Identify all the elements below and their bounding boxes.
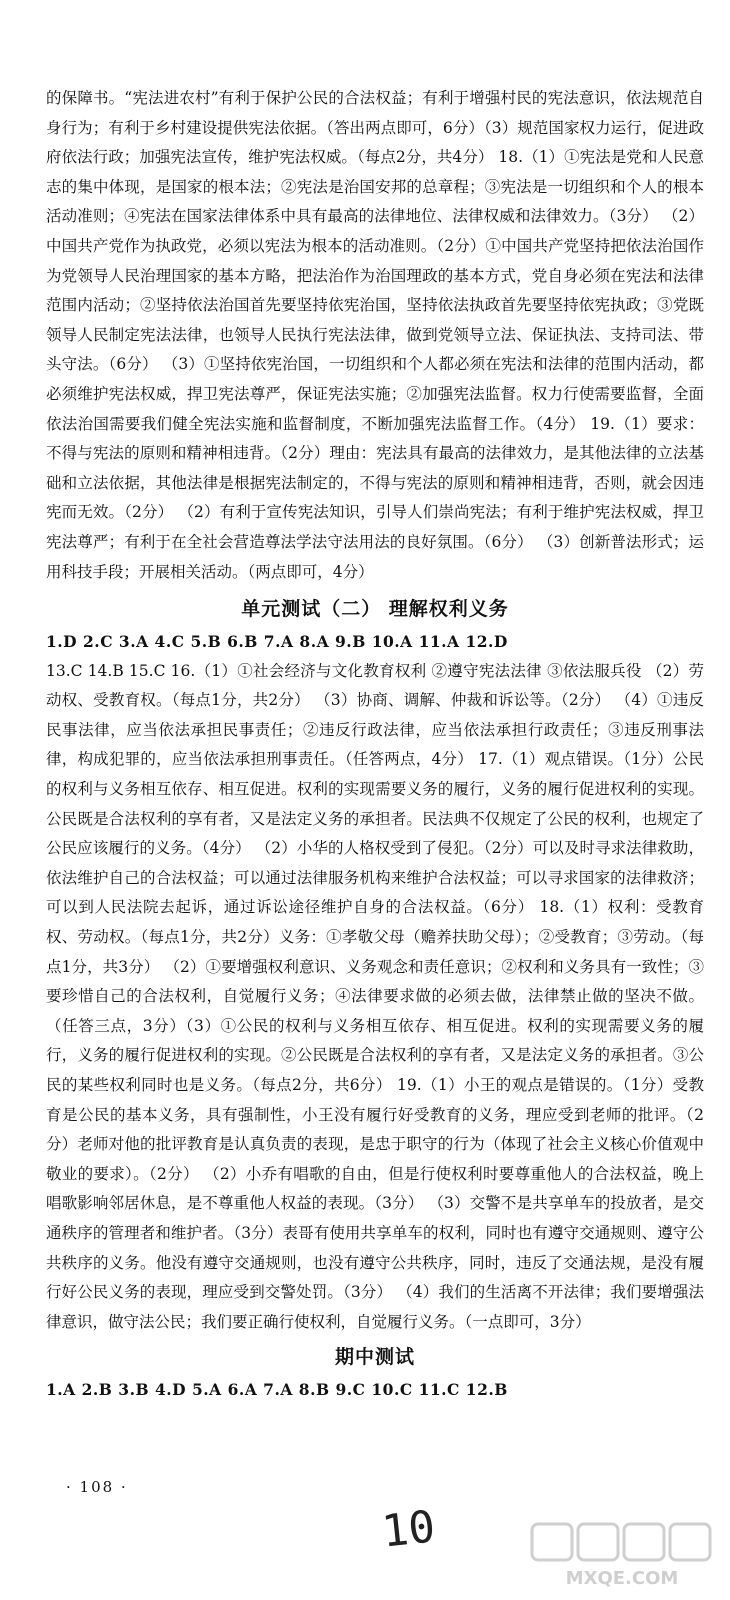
watermark-logo xyxy=(528,1520,718,1594)
section-title-unit-test-2: 单元测试（二） 理解权利义务 xyxy=(241,598,509,621)
handwritten-mark: 10 xyxy=(379,1501,438,1558)
answer-block-unit1-tail: 的保障书。“宪法进农村”有利于保护公民的合法权益；有利于增强村民的宪法意识，依法规范自身行为；有利于乡村建设提供宪法依据。（答出两点即可，6分）（3）规范国家权力运行，促进政府依法行政；加强宪法宣传，维护宪法权威。（每点2分，共4分） 18.（1）①宪法是党和人民意志的集中体现，是国家的根本法；②宪法是治国安邦的总章程；③宪法是一切组织和个人的根本活动准则；④宪法在国家法律体系中具有最高的法律地位、法律权威和法律效力。（3分） （2）中国共产党作为执政党，必须以宪法为根本的活动准则。（2分）①中国共产党坚持把依法治国作为党领导人民治理国家的基本方略，把法治作为治国理政的基本方式，党自身必须在宪法和法律范围内活动；②坚持依法治国首先要坚持依宪治国，坚持依法执政首先要坚持依宪执政；③党既领导人民制定宪法法律，也领导人民执行宪法法律，做到党领导立法、保证执法、支持司法、带头守法。（6分） （3）①坚持依宪治国，一切组织和个人都必须在宪法和法律的范围内活动，都必须维护宪法权威，捍卫宪法尊严，保证宪法实施；②加强宪法监督。权力行使需要监督，全面依法治国需要我们健全宪法实施和监督制度，不断加强宪法监督工作。（4分） 19.（1）要求：不得与宪法的原则和精神相违背。（2分）理由：宪法具有最高的法律效力，是其他法律的立法基础和立法依据，其他法律是根据宪法制定的，不得与宪法的原则和精神相违背，否则，就会因违宪而无效。（2分） （2）有利于宣传宪法知识，引导人们崇尚宪法；有利于维护宪法权威，捍卫宪法尊严；有利于在全社会营造尊法学法守法用法的良好氛围。（6分） （3）创新普法形式；运用科技手段；开展相关活动。（两点即可，4分） xyxy=(46,89,704,581)
page-number: · 108 · xyxy=(66,1478,128,1496)
multiple-choice-answers-midterm: 1.A 2.B 3.B 4.D 5.A 6.A 7.A 8.B 9.C 10.C 11.C 12.B xyxy=(46,1380,508,1400)
watermark-text: MXQE.COM xyxy=(565,1568,679,1589)
multiple-choice-answers-unit2: 1.D 2.C 3.A 4.C 5.B 6.B 7.A 8.A 9.B 10.A 11.A 12.D xyxy=(46,632,508,652)
answer-block-unit2: 13.C 14.B 15.C 16.（1）①社会经济与文化教育权利 ②遵守宪法法律 ③依法服兵役 （2）劳动权、受教育权。（每点1分，共2分） （3）协商、调解、仲裁和诉讼等。（2分） （4）①违反民事法律，应当依法承担民事责任；②违反行政法律，应当依法承担行政责任；③违反刑事法律，构成犯罪的，应当依法承担刑事责任。（任答两点，4分） 17.（1）观点错误。（1分）公民的权利与义务相互依存、相互促进。权利的实现需要义务的履行，义务的履行促进权利的实现。公民既是合法权利的享有者，又是法定义务的承担者。民法典不仅规定了公民的权利，也规定了公民应该履行的义务。（4分） （2）小华的人格权受到了侵犯。（2分）可以及时寻求法律救助，依法维护自己的合法权益；可以通过法律服务机构来维护合法权益；可以寻求国家的法律救济；可以到人民法院去起诉，通过诉讼途径维护自身的合法权益。（6分） 18.（1）权利：受教育权、劳动权。（每点1分，共2分）义务：①孝敬父母（赡养扶助父母）；②受教育；③劳动。（每点1分，共3分） （2）①要增强权利意识、义务观念和责任意识；②权利和义务具有一致性；③要珍惜自己的合法权利，自觉履行义务；④法律要求做的必须去做，法律禁止做的坚决不做。（任答三点，3分）（3）①公民的权利与义务相互依存、相互促进。权利的实现需要义务的履行，义务的履行促进权利的实现。②公民既是合法权利的享有者，又是法定义务的承担者。③公民的某些权利同时也是义务。（每点2分，共6分） 19.（1）小王的观点是错误的。（1分）受教育是公民的基本义务，具有强制性，小王没有履行好受教育的义务，理应受到老师的批评。（2分）老师对他的批评教育是认真负责的表现，是忠于职守的行为（体现了社会主义核心价值观中敬业的要求）。（2分） （2）小乔有唱歌的自由，但是行使权利时要尊重他人的合法权益，晚上唱歌影响邻居休息，是不尊重他人权益的表现。（3分） （3）交警不是共享单车的投放者，是交通秩序的管理者和维护者。（3分）表哥有使用共享单车的权利，同时也有遵守交通规则、遵守公共秩序的义务。他没有遵守交通规则，也没有遵守公共秩序，同时，违反了交通法规，是没有履行好公民义务的表现，理应受到交警处罚。（3分） （4）我们的生活离不开法律；我们要增强法律意识，做守法公民；我们要正确行使权利，自觉履行义务。（一点即可，3分） xyxy=(46,661,704,1331)
section-title-midterm: 期中测试 xyxy=(334,1346,415,1369)
document-page xyxy=(46,84,704,1405)
